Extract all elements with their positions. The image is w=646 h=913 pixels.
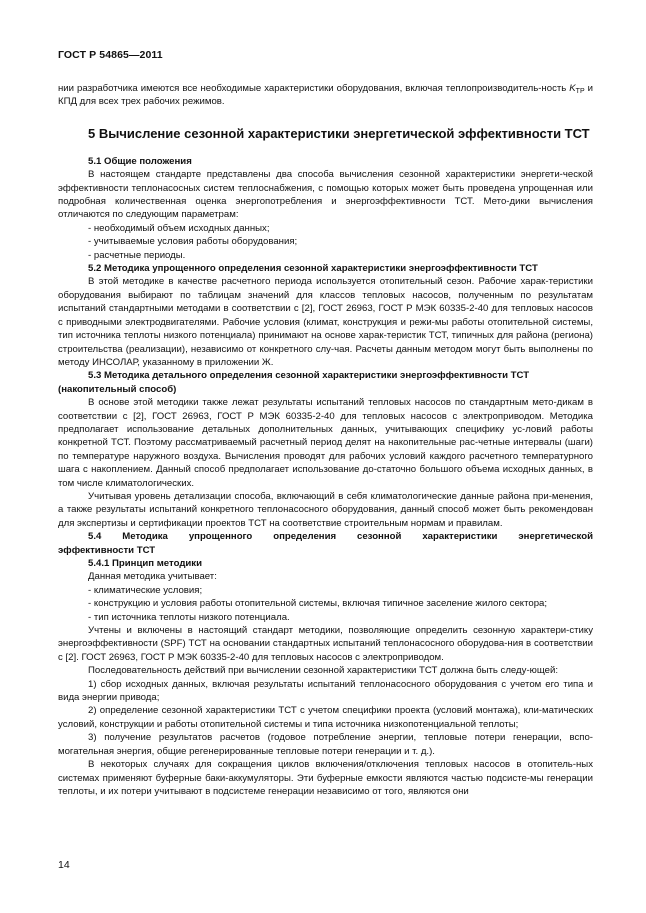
k-subscript: ТР <box>575 88 585 95</box>
section-5-2-heading: 5.2 Методика упрощенного определения сезонной характеристики энергоэффективности ТСТ <box>88 263 538 275</box>
section-5-4-1-intro: Данная методика учитывает: <box>88 571 217 583</box>
document-body <box>58 82 593 798</box>
k-symbol: K <box>569 83 576 94</box>
list-item: - учитываемые условия работы оборудования; <box>88 236 298 248</box>
intro-text: нии разработчика имеются все необходимые характеристики оборудования, включая теплопроизводитель-ность <box>58 83 570 94</box>
section-5-3-heading-continued: (накопительный способ) <box>58 383 177 395</box>
list-item: - расчетные периоды. <box>88 249 186 261</box>
intro-text-end: и КПД для всех трех рабочих режимов. <box>58 83 593 108</box>
section-5-2-paragraph: В этой методике в качестве расчетного периода используется отопительный сезон. Рабочие харак-теристики оборудования выбирают по таблицам значений для классов тепловых насосов, полученным по результатам испытаний стандартными методами в соответствии с [2], ГОСТ 26963, ГОСТ Р МЭК 60335-2-40 для тепловых насосов с приводными электродвигателями. Рабочие условия (климат, конструкция и режи-мы работы отопительной системы, тип источника теплоты низкого потенциала) принимают на основе харак-теристик ТСТ, типичных для района (региона) строительства (реализации), независимо от конкретного слу-чая. Расчеты данным методом могут быть выполнены по методу ИНСОЛАР, указанному в приложении Ж. <box>58 276 593 368</box>
page-number: 14 <box>58 859 70 871</box>
list-item: - тип источника теплоты низкого потенциала. <box>88 611 290 623</box>
step-item: 1) сбор исходных данных, включая результаты испытаний теплонасосного оборудования с учетом его типа и вида энергии привода; <box>58 678 593 704</box>
section-5-heading: 5 Вычисление сезонной характеристики энергетической эффективности ТСТ <box>88 125 590 141</box>
intro-paragraph <box>58 82 593 109</box>
section-5-1-heading: 5.1 Общие положения <box>88 155 192 167</box>
section-5-3-paragraph-1: В основе этой методики также лежат результаты испытаний тепловых насосов по стандартным мето-дикам в соответствии с [2], ГОСТ 26963, ГОСТ Р МЭК 60335-2-40 для тепловых насосов с электроприводом. Методика предполагает использование детальных дополнительных данных, учитывающих специфику ус-ловий работы конкретной ТСТ. Поэтому рассматриваемый расчетный период делят на накопительные рас-четные интервалы (шаги) по температуре наружного воздуха. Вычисления проводят для рабочих условий каждого расчетного температурного шага с накоплением. Данный способ предполагает использование до-статочно большого объема исходных данных, в том числе климатологических. <box>58 397 593 489</box>
list-item: - климатические условия; <box>88 584 203 596</box>
section-5-4-heading-continued: эффективности ТСТ <box>58 544 156 556</box>
step-item: 2) определение сезонной характеристики ТСТ с учетом специфики проекта (условий монтажа), кли-матических условий, конструкции и работы отопительной системы и типа источника низкопотенциальной теплоты; <box>58 705 593 730</box>
section-5-4-1-paragraph-3: Последовательность действий при вычислении сезонной характеристики ТСТ должна быть следу-ющей: <box>88 665 558 677</box>
section-5-4-1-heading: 5.4.1 Принцип методики <box>88 558 203 569</box>
section-5-4-1-paragraph-2: Учтены и включены в настоящий стандарт методики, позволяющие определить сезонную характери-стику энергоэффективности (SPF) ТСТ на основании стандартных испытаний теплонасосного оборудова-ния в соответствии с [2]. ГОСТ 26963, ГОСТ Р МЭК 60335-2-40 для тепловых насосов с электроприводом. <box>58 625 593 663</box>
section-5-3-paragraph-2: Учитывая уровень детализации способа, включающий в себя климатологические данные района при-менения, а также результаты испытаний конкретного теплонасосного оборудования, данный способ может быть рекомендован для экспертизы и сертификации проектов ТСТ на соответствие строительным нормам и правилам. <box>58 490 593 529</box>
step-item: 3) получение результатов расчетов (годовое потребление энергии, тепловые потери генерации, вспо-могательная энергия, общие регенерированные тепловые потери генерации и т. д.). <box>58 732 593 757</box>
section-5-4-heading: 5.4 Методика упрощенного определения сезонной характеристики энергетической <box>88 531 593 543</box>
list-item: - необходимый объем исходных данных; <box>88 222 270 234</box>
document-header: ГОСТ Р 54865—2011 <box>58 49 163 61</box>
section-5-3-heading: 5.3 Методика детального определения сезонной характеристики энергоэффективности ТСТ <box>88 370 530 382</box>
section-5-1-paragraph: В настоящем стандарте представлены два способа вычисления сезонной характеристики энергети-ческой эффективности теплонасосных систем теплоснабжения, с помощью которых может быть проведена упрощенная или подробная количественная оценка энергопотребления и энергоэффективности ТСТ. Мето-дики вычисления отличаются по следующим параметрам: <box>58 169 593 221</box>
list-item: - конструкцию и условия работы отопительной системы, включая типичное заселение жилого сектора; <box>88 598 548 610</box>
section-5-4-1-paragraph-4: В некоторых случаях для сокращения циклов включения/отключения тепловых насосов в отопитель-ных системах применяют буферные баки-аккумуляторы. Эти буферные емкости являются частью подсисте-мы генерации теплоты, и их потери учитывают в подсистеме генерации независимо от того, являются они <box>58 759 593 797</box>
